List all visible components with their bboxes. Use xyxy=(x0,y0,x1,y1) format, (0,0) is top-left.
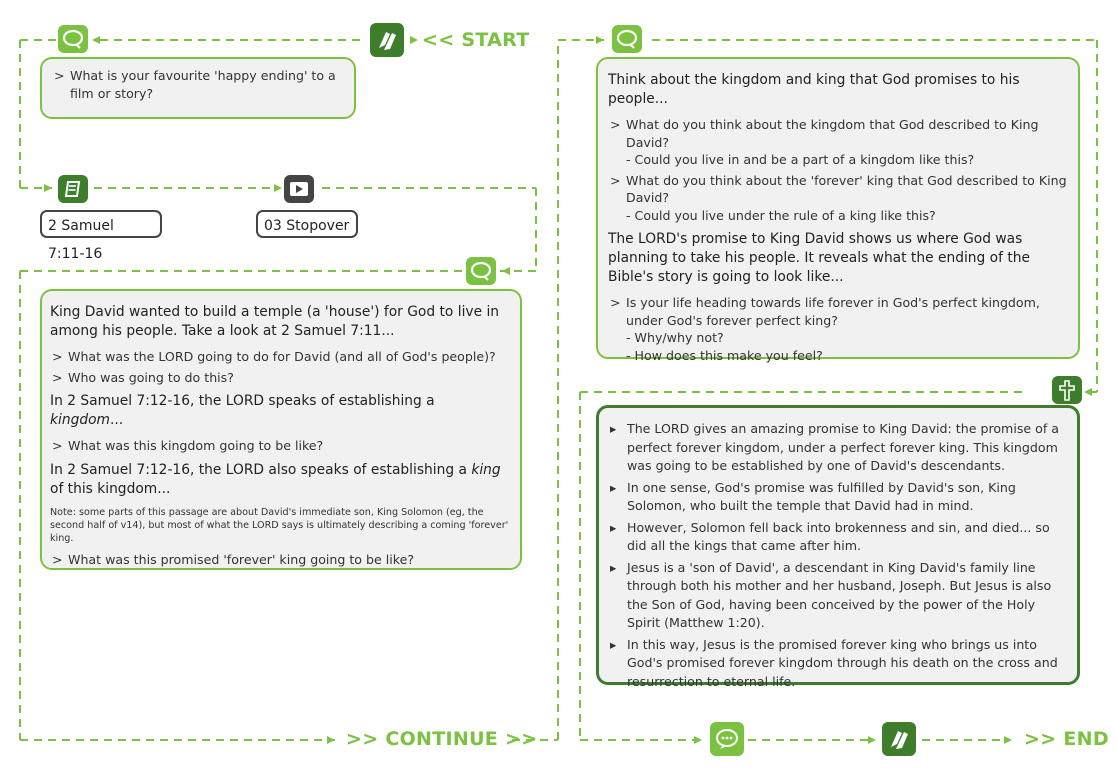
video-tag[interactable]: 03 Stopover xyxy=(256,210,358,238)
bible-reference-tag[interactable]: 2 Samuel 7:11-16 xyxy=(40,210,162,238)
main-question-3: > What was this kingdom going to be like? xyxy=(50,437,512,455)
cross-icon xyxy=(1052,376,1082,404)
start-label: << START xyxy=(422,29,530,51)
continue-label: >> CONTINUE >> xyxy=(346,728,538,750)
main-study-card xyxy=(40,289,522,570)
main-question-4: > What was this promised 'forever' king going to be like? xyxy=(50,551,512,569)
praying-hands-icon xyxy=(882,722,916,756)
chat-bubble-icon xyxy=(58,25,88,53)
study-note: Note: some parts of this passage are about David's immediate son, King Solomon (eg, the second half of v14), but most of what the LORD says is ultimately describing a coming 'forever' king. xyxy=(50,506,509,544)
summary-item: ▸ In this way, Jesus is the promised forever king who brings us into God's promised forever kingdom through his death on the cross and resurrection to eternal life. xyxy=(609,636,1065,692)
intro-question-card xyxy=(40,57,356,119)
discussion-icon xyxy=(466,257,496,285)
reflection-question-2: > What do you think about the 'forever' king that God described to King David? - Could you live under the rule of a king like this? xyxy=(608,172,1068,225)
praying-hands-icon xyxy=(370,23,404,57)
intro-question: > What is your favourite 'happy ending' to a film or story? xyxy=(52,67,344,102)
reflection-card xyxy=(596,57,1080,363)
summary-item: ▸ Jesus is a 'son of David', a descendant in King David's family line through both his mother and her husband, Joseph. But Jesus is also the Son of God, having been conceived by the power of the Holy Spirit (Matthew 1:20). xyxy=(609,559,1065,633)
reflection-ending-text: The LORD's promise to King David shows us where God was planning to take his people. It reveals what the ending of the Bible's story is going to look like... xyxy=(608,231,1030,285)
main-question-1: > What was the LORD going to do for David (and all of God's people)? xyxy=(50,348,512,366)
main-question-2: > Who was going to do this? xyxy=(50,369,512,387)
main-intro-text: King David wanted to build a temple (a 'house') for God to live in among his people. Take a look at 2 Samuel 7:11... xyxy=(50,304,500,339)
summary-item: ▸ The LORD gives an amazing promise to King David: the promise of a perfect forever kingdom, under a perfect forever king. This kingdom was going to be established by one of David's descendants. xyxy=(609,420,1065,476)
summary-item: ▸ In one sense, God's promise was fulfilled by David's son, King Solomon, who built the temple that David had in mind. xyxy=(609,479,1065,516)
end-label: >> END xyxy=(1024,728,1109,750)
play-video-icon xyxy=(284,175,314,203)
king-heading: In 2 Samuel 7:12-16, the LORD also speaks of establishing a king of this kingdom... xyxy=(50,461,501,497)
reflection-intro: Think about the kingdom and king that God promises to his people... xyxy=(608,72,1020,107)
book-icon xyxy=(58,175,88,203)
chat-bubble-icon xyxy=(612,25,642,53)
summary-card xyxy=(596,405,1080,689)
speech-bubble-icon xyxy=(710,722,744,756)
kingdom-heading: In 2 Samuel 7:12-16, the LORD speaks of establishing a kingdom... xyxy=(50,393,435,428)
summary-item: ▸ However, Solomon fell back into brokenness and sin, and died... so did all the kings that came after him. xyxy=(609,519,1065,556)
reflection-question-1: > What do you think about the kingdom that God described to King David? - Could you live in and be a part of a kingdom like this? xyxy=(608,116,1068,169)
reflection-question-3: > Is your life heading towards life forever in God's perfect kingdom, under God's forever perfect king? - Why/why not? - How does this make you feel? xyxy=(608,294,1068,364)
